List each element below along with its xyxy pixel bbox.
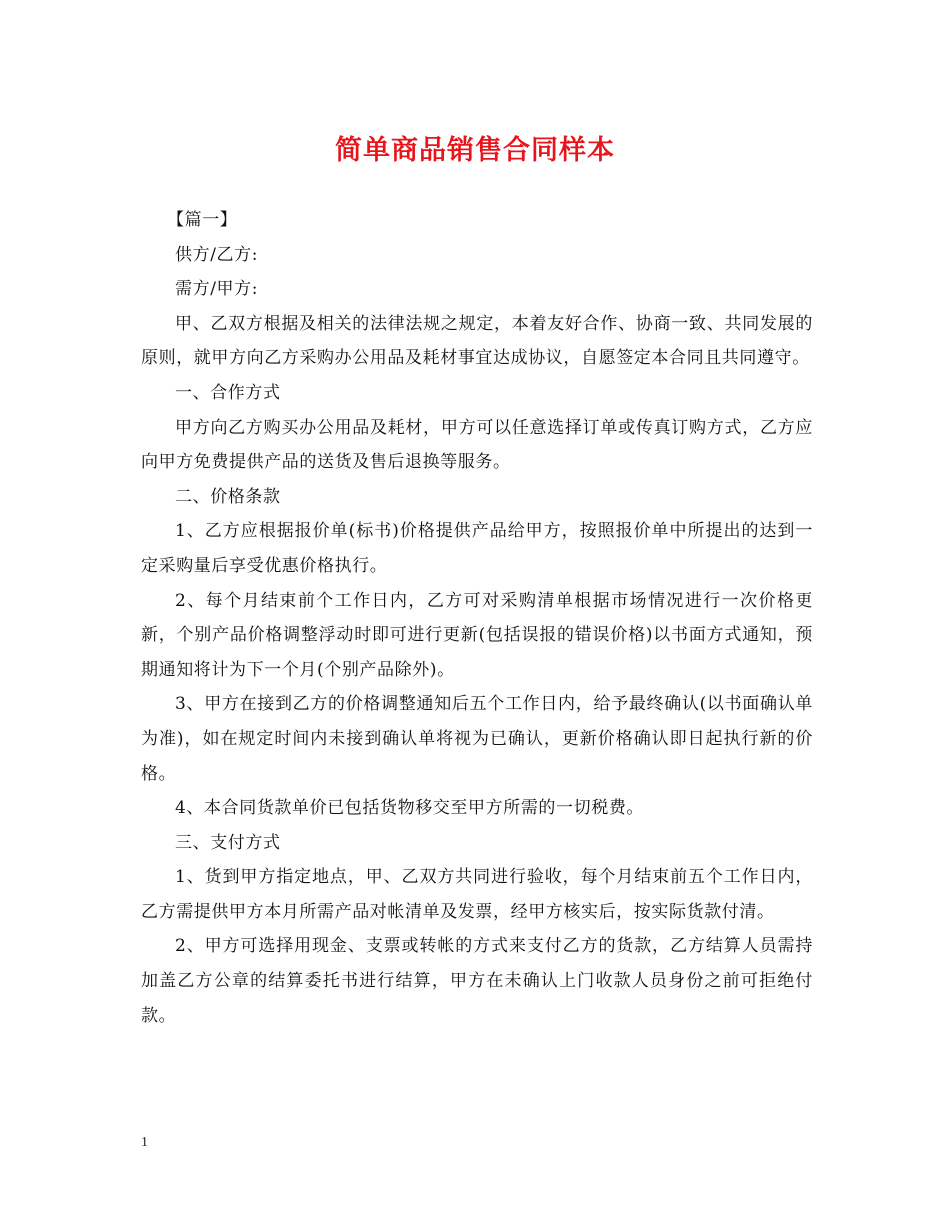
section-paragraph: 3、甲方在接到乙方的价格调整通知后五个工作日内，给予最终确认(以书面确认单为准)，如在规定时间内未接到确认单将视为已确认，更新价格确认即日起执行新的价格。 xyxy=(141,694,813,784)
supplier-line: 供方/乙方: xyxy=(175,244,259,265)
document-body xyxy=(141,203,813,1033)
buyer-line: 需方/甲方: xyxy=(175,279,259,300)
section-heading: 二、价格条款 xyxy=(175,486,281,507)
section-paragraph: 2、每个月结束前个工作日内，乙方可对采购清单根据市场情况进行一次价格更新，个别产品价格调整浮动时即可进行更新(包括误报的错误价格)以书面方式通知，预期通知将计为下一个月(个别产品除外)。 xyxy=(141,590,813,680)
section-heading: 一、合作方式 xyxy=(175,382,281,403)
section-paragraph: 2、甲方可选择用现金、支票或转帐的方式来支付乙方的货款，乙方结算人员需持加盖乙方公章的结算委托书进行结算，甲方在未确认上门收款人员身份之前可拒绝付款。 xyxy=(141,936,813,1026)
document-title: 简单商品销售合同样本 xyxy=(335,135,615,166)
intro-paragraph: 甲、乙双方根据及相关的法律法规之规定，本着友好合作、协商一致、共同发展的原则，就甲方向乙方采购办公用品及耗材事宜达成协议，自愿签定本合同且共同遵守。 xyxy=(141,313,813,369)
section-paragraph: 1、货到甲方指定地点，甲、乙双方共同进行验收，每个月结束前五个工作日内，乙方需提供甲方本月所需产品对帐清单及发票，经甲方核实后，按实际货款付清。 xyxy=(141,867,813,922)
page-number: 1 xyxy=(141,1135,148,1150)
section-heading: 三、支付方式 xyxy=(175,832,281,853)
section-paragraph: 4、本合同货款单价已包括货物移交至甲方所需的一切税费。 xyxy=(175,798,645,819)
section-paragraph: 1、乙方应根据报价单(标书)价格提供产品给甲方，按照报价单中所提出的达到一定采购量后享受优惠价格执行。 xyxy=(141,521,813,576)
section-paragraph: 甲方向乙方购买办公用品及耗材，甲方可以任意选择订单或传真订购方式，乙方应向甲方免费提供产品的送货及售后退换等服务。 xyxy=(141,417,813,473)
section-tag: 【篇一】 xyxy=(167,210,238,230)
